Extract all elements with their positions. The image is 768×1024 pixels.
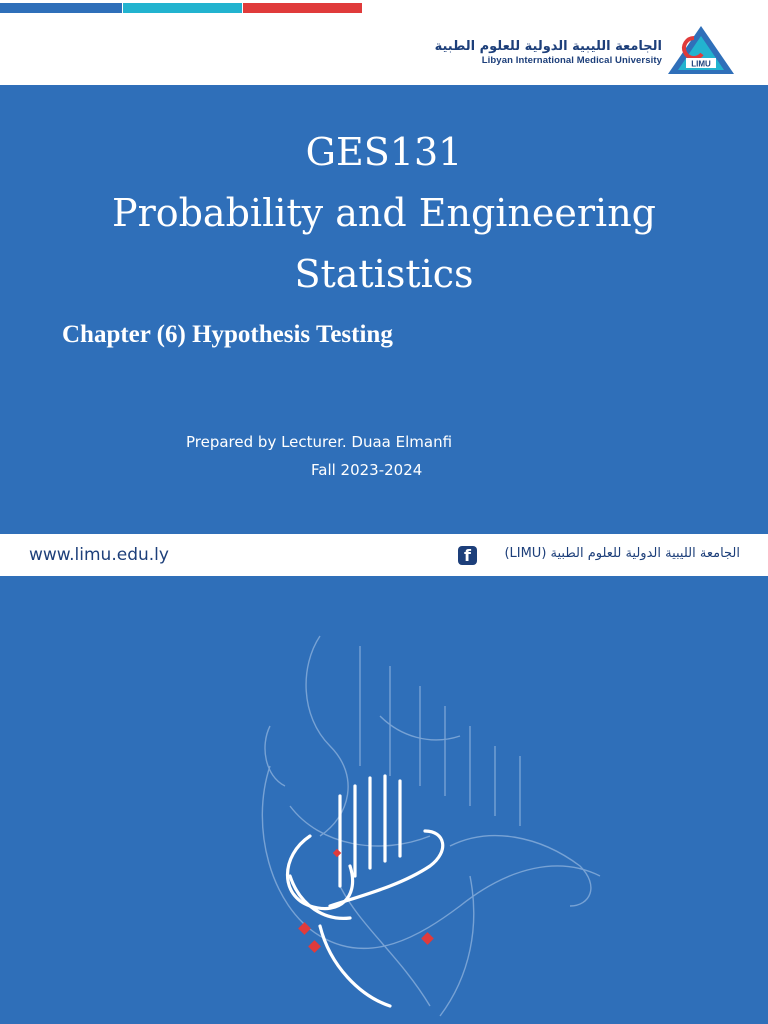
course-title-line1: Probability and Engineering bbox=[112, 191, 656, 235]
facebook-page-label[interactable]: الجامعة الليبية الدولية للعلوم الطبية (LIMU) bbox=[504, 546, 740, 561]
svg-text:LIMU: LIMU bbox=[691, 59, 711, 69]
university-name bbox=[435, 38, 662, 67]
accent-bar-blue bbox=[0, 3, 122, 13]
facebook-icon[interactable]: f bbox=[458, 546, 477, 565]
term: Fall 2023-2024 bbox=[311, 461, 423, 479]
footer-strip bbox=[0, 534, 768, 576]
accent-bar-red bbox=[243, 3, 362, 13]
course-code: GES131 bbox=[305, 130, 463, 174]
course-title-line2: Statistics bbox=[294, 252, 474, 296]
limu-logo-icon bbox=[666, 24, 736, 76]
header bbox=[0, 0, 768, 85]
calligraphy-panel bbox=[0, 576, 768, 1024]
basmala-calligraphy-icon bbox=[230, 606, 610, 1024]
website-url[interactable]: www.limu.edu.ly bbox=[29, 545, 169, 565]
chapter-title: Chapter (6) Hypothesis Testing bbox=[62, 321, 393, 348]
title-slide bbox=[0, 85, 768, 534]
university-name-arabic: الجامعة الليبية الدولية للعلوم الطبية bbox=[434, 39, 662, 54]
prepared-by: Prepared by Lecturer. Duaa Elmanfi bbox=[186, 433, 453, 451]
university-name-english: Libyan International Medical University bbox=[481, 55, 662, 66]
accent-bar-teal bbox=[123, 3, 242, 13]
